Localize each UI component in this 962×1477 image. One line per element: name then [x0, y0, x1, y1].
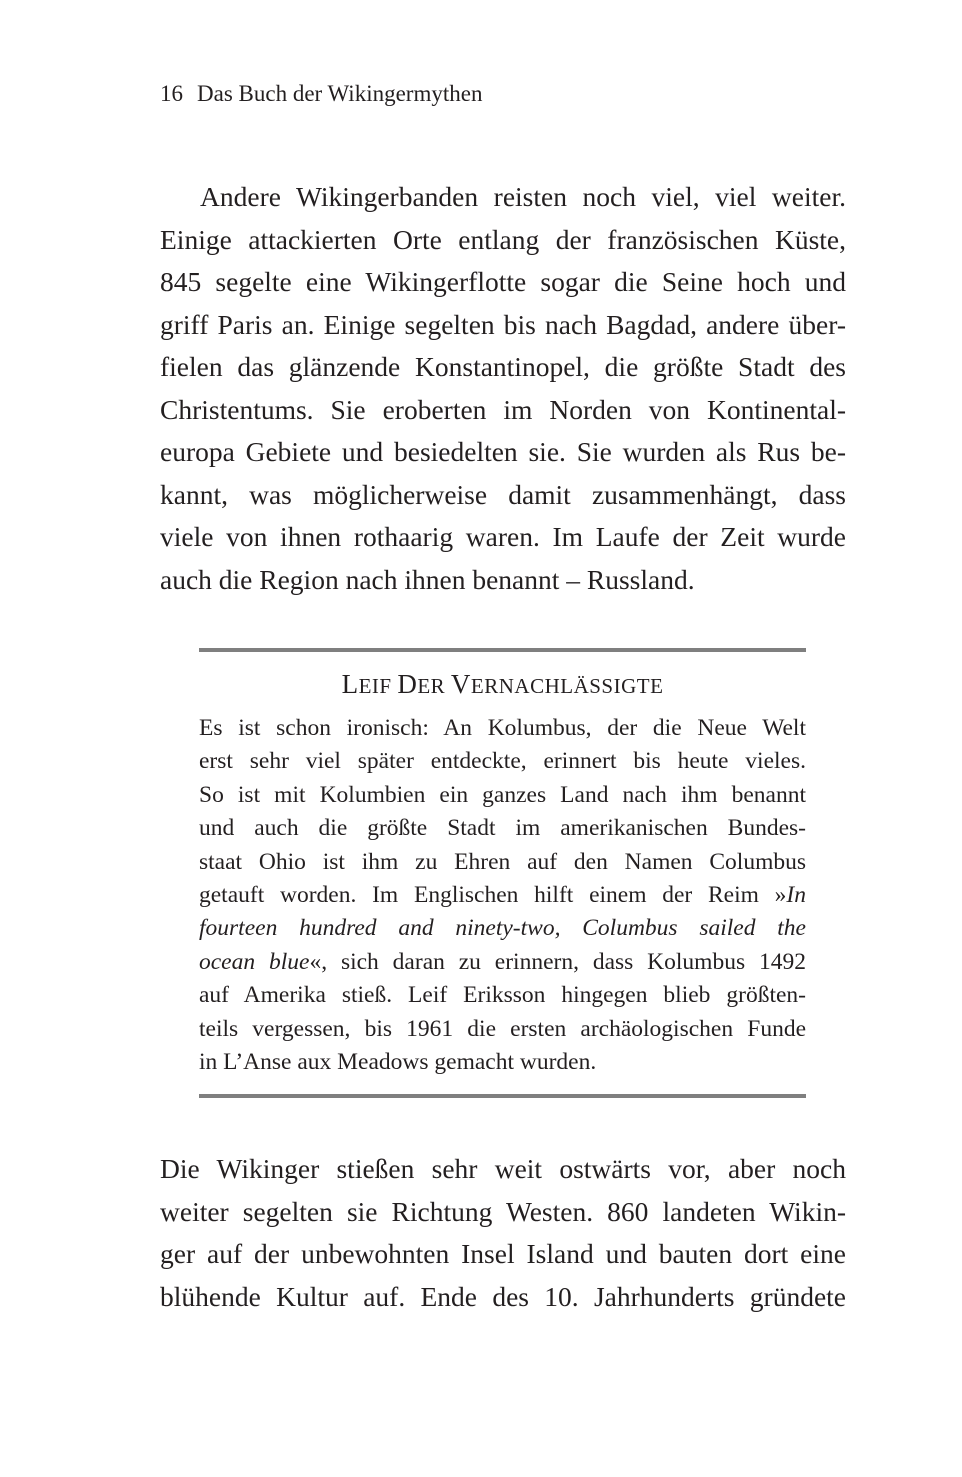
- italic-quote: fourteen hundred and ninety-two, Columbus sailed the: [199, 915, 806, 942]
- box-top-rule: [199, 648, 806, 652]
- page-number: 16: [160, 81, 183, 106]
- box-line: erst sehr viel später entdeckte, erinnert bis heute vieles.: [199, 748, 806, 775]
- text-line: Einige attackierten Orte entlang der französischen Küste,: [160, 223, 846, 255]
- text-line: blühende Kultur auf. Ende des 10. Jahrhunderts gründete: [160, 1280, 846, 1312]
- text-line: Die Wikinger stießen sehr weit ostwärts vor, aber noch: [160, 1153, 846, 1184]
- box-line: So ist mit Kolumbien ein ganzes Land nach ihm benannt: [199, 781, 806, 808]
- italic-quote: In: [786, 882, 806, 909]
- box-line: teils vergessen, bis 1961 die ersten archäologischen Funde: [199, 1015, 806, 1042]
- box-title: LEIF DER VERNACHLÄSSIGTE: [341, 669, 664, 699]
- box-line: und auch die größte Stadt im amerikanischen Bundes-: [199, 815, 806, 842]
- text-line: Andere Wikingerbanden reisten noch viel, viel weiter.: [200, 181, 846, 212]
- text-line: fielen das glänzende Konstantinopel, die größte Stadt des: [160, 351, 846, 382]
- box-line: auf Amerika stieß. Leif Eriksson hingegen blieb größten-: [199, 982, 806, 1009]
- box-bottom-rule: [199, 1094, 806, 1098]
- box-text: [199, 712, 806, 1079]
- italic-quote: ocean blue: [199, 948, 310, 975]
- box-line: in L’Anse aux Meadows gemacht wurden.: [199, 1049, 597, 1076]
- box-line: Es ist schon ironisch: An Kolumbus, der die Neue Welt: [199, 715, 806, 741]
- paragraph-1: [160, 176, 846, 601]
- text-line: kannt, was möglicherweise damit zusammenhängt, dass: [160, 478, 846, 510]
- box-line: getauft worden. Im Englischen hilft einem der Reim »In: [199, 882, 806, 909]
- text-line: griff Paris an. Einige segelten bis nach Bagdad, andere über-: [160, 308, 846, 340]
- text-line: europa Gebiete und besiedelten sie. Sie wurden als Rus be-: [160, 436, 846, 467]
- paragraph-2: [160, 1148, 846, 1318]
- box-line: [199, 912, 806, 945]
- text-line: 845 segelte eine Wikingerflotte sogar die Seine hoch und: [160, 266, 846, 297]
- running-title: Das Buch der Wikingermythen: [197, 81, 483, 106]
- running-header: [160, 80, 482, 108]
- box-line: staat Ohio ist ihm zu Ehren auf den Namen Columbus: [199, 848, 806, 875]
- text-line: viele von ihnen rothaarig waren. Im Laufe der Zeit wurde: [160, 521, 846, 552]
- box-line: ocean blue«, sich daran zu erinnern, dass Kolumbus 1492: [199, 948, 806, 975]
- text-line: ger auf der unbewohnten Insel Island und bauten dort eine: [160, 1238, 846, 1269]
- text-line: auch die Region nach ihnen benannt – Russland.: [160, 563, 695, 595]
- text-line: Christentums. Sie eroberten im Norden von Kontinental-: [160, 393, 846, 425]
- text-line: weiter segelten sie Richtung Westen. 860 landeten Wikin-: [160, 1195, 846, 1227]
